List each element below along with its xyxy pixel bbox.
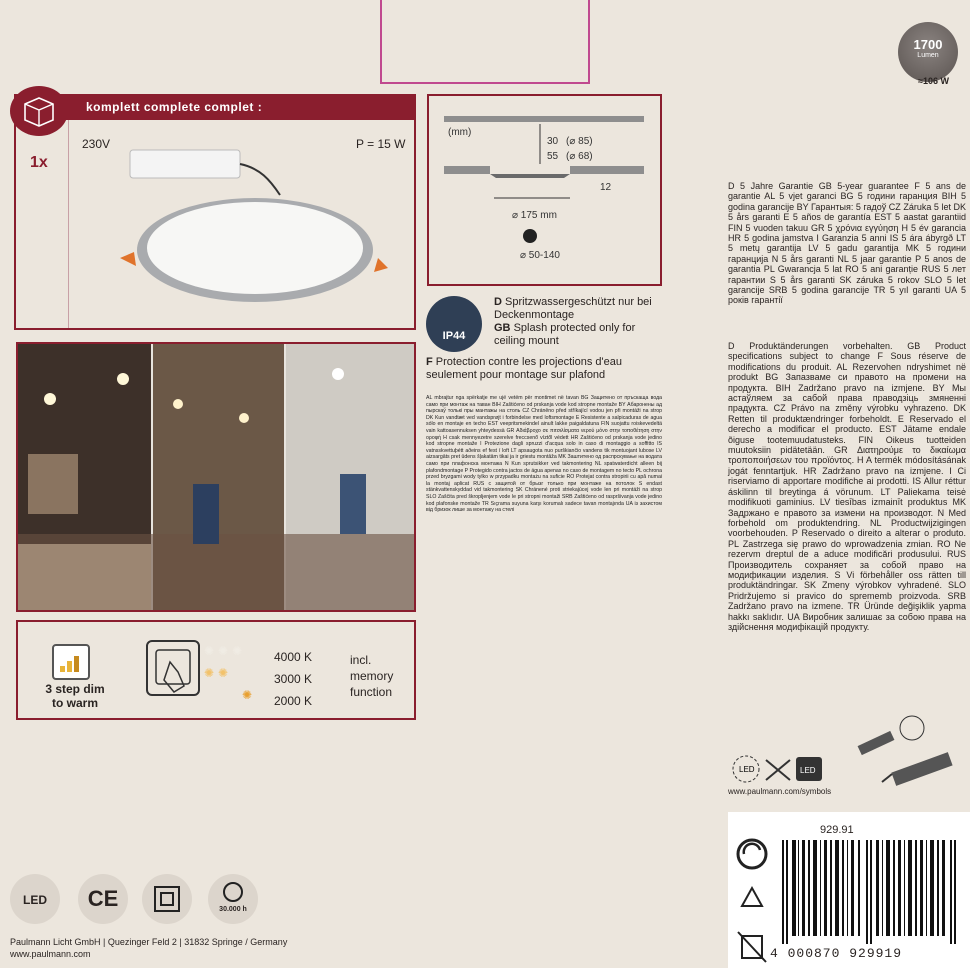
symbols-url: www.paulmann.com/symbols	[728, 787, 832, 796]
voltage: 230V	[82, 137, 111, 151]
sun-icon-2000: ✺	[242, 688, 253, 702]
product-illustration	[110, 140, 400, 320]
recycling-icons	[734, 836, 774, 964]
package-icon	[10, 86, 68, 136]
led-badge	[10, 874, 60, 924]
address-line1: Paulmann Licht GmbH | Quezinger Feld 2 | 31832 Springe / Germany	[10, 937, 288, 947]
barcode-digits: 4 000870 929919	[770, 946, 903, 961]
splash-text-fr	[426, 356, 662, 382]
barcode	[782, 840, 960, 944]
lumen-unit: Lumen	[917, 52, 939, 59]
ip-rating-badge	[426, 296, 482, 352]
lifetime-badge	[208, 874, 258, 924]
dim-height: 12	[600, 182, 612, 193]
splash-text	[494, 296, 654, 348]
installation-icons	[852, 712, 968, 798]
dim-cutout: ⌀ 50-140	[520, 250, 560, 261]
sun-icon-3000: ✺✺	[204, 666, 233, 680]
memory-function	[350, 652, 393, 700]
ip-text-f: Protection contre les projections d'eau seulement pour montage sur plafond	[426, 356, 622, 381]
ip-lang-gb: GB	[494, 322, 511, 334]
ip-multilang-text: AL mbrajtur nga spërkatje me ujë vetëm për montimet në tavan BG Защитено от пръскаща вода само при монтаж на таван BIH Zaštićeno od prskanja vode kod stropne montaže BY Абаронены ад пырскаў толькі пры мантажы на столь CZ Chráněno před stříkající vodou jen při montáži na strop DK Kun vandtæt ved vandsprøjt i forbindelse med loftsmontage E Resistente a salpicaduras de agua sólo en montaje en techo EST veepritsmekindel ainult lakke paigaldatuna FIN suojattu roiskevedeltä vain kattoasennuksen yhteydessä GR Αδιάβροχο σε πιτσιλίσματα νερού μόνο στην τοποθέτηση στην οροφή H csak mennyezetre szerelve freccsenő víztől védett HR Zaštićeno od prskanja vode jedino kod stropne montaže I Protezione dagli spruzzi d'acqua solo in caso di montaggio a soffitto IS vatnsskvettuþétt aðeins ef fest í loft LT apsaugota nuo purškiančio vandens tik montuojant lubose LV aizsargāts pret ūdens šļakatām tikai ja ir griestu montāža MK Заштитено од распрскување на водата само при плафонска монтажа N Kun sprutsikker ved takmontering NL spatwaterdicht alleen bij plafondmontage P Protegido contra jactos de água apenas no caso de montagem no tecto PL ochrona przed bryzgami wody tylko w przypadku montażu na suficie RO Protejat contra stropirii cu apă numai la montaj aplicat RUS с защитой от брызг только при монтаже на потолок S endast stänkvattenskyddad vid takmontering SK Chránené proti striekajúcej vode len pri montáži na strop SLO Zaščita pred škropljenjem vode le pri stropni montaži SRB Zaštićeno od raspršivanja vode jedino kod plafonske montaže TR Sıçrama suyuna karşı korumalı sadece tavan montajında UA із захистом від бризок лише за монтажу на стелі	[426, 395, 662, 514]
svg-text:LED: LED	[739, 765, 755, 774]
warranty-text: D 5 Jahre Garantie GB 5-year guarantee F 5 ans de garantie AL 5 vjet garanci BG 5 години гаранция BIH 5 godina garancije BY Гарантыя: 5 гадоў CZ Záruka 5 let DK 5 års garanti E 5 años de garantía EST 5 aastat garantiid FIN 5 vuoden takuu GR 5 χρόνια εγγύηση H 5 év garancia HR 5 godina jamstva I Garanzia 5 anni IS 5 ára ábyrgð LT 5 metų garantija LV 5 gadu garantija MK 5 години гаранција N 5 års garanti NL 5 jaar garantie P 5 anos de garantia PL Gwarancja 5 lat RO 5 ani garanție RUS 5 лет гарантии S 5 års garanti SK záruka 5 rokov SLO 5 let garancije SRB 5 godina garancije TR 5 yıl garanti UA 5 років гарантії	[728, 181, 966, 306]
class-ii-badge	[142, 874, 192, 924]
company-address	[10, 936, 287, 960]
dim-unit: (mm)	[448, 127, 472, 138]
disposal-symbols	[730, 752, 826, 786]
dim-diameter: ⌀ 175 mm	[512, 210, 557, 221]
complete-title: komplett complete complet :	[14, 94, 416, 120]
ip-text-d: Spritzwassergeschützt nur bei Deckenmontage	[494, 296, 652, 321]
power: P = 15 W	[356, 137, 406, 151]
sun-icons	[204, 644, 252, 702]
memory-line2: memory	[350, 669, 394, 683]
lumen-badge	[898, 22, 958, 82]
switch-hand-icon	[146, 640, 200, 696]
clock-icon	[223, 882, 243, 902]
memory-line1: incl.	[350, 653, 372, 667]
temp-4000: 4000 K	[274, 650, 313, 664]
sun-icon-4000: ✺✺✺	[204, 644, 247, 658]
address-line2: www.paulmann.com	[10, 949, 91, 959]
dim-hole2: (⌀ 68)	[566, 151, 593, 162]
dim-step-icon	[52, 644, 90, 680]
ce-label: CE	[87, 886, 119, 911]
color-temps	[274, 646, 312, 712]
dim-hole1: (⌀ 85)	[566, 136, 593, 147]
dim-label-line2: to warm	[51, 696, 98, 710]
product-changes-text: D Produktänderungen vorbehalten. GB Product specifications subject to change F Sous réserve de modifications du produit. AL Rezervohen ndryshimet në produkt BG Запазваме си правото на промени на продукта. BIH Zadržano pravo na izmjene. BY Мы астаўляем за сабой права праводзіць змяненні прадукта. CZ Právo na změny výrobku vyhrazeno. DK Retten til produktændringer forbeholdt. E Reservado el derecho a modificar el producto. EST Jätame endale õiguse tootemuudatusteks. FIN Oikeus tuotteiden muutoksiin pidätetään. GR Διατηρούμε το δικαίωμα τροποποιήσεων του προϊόντος. H A termék módosításának jogát fenntartjuk. HR Zadržano pravo na izmjene. I Ci riserviamo di apportare modifiche ai prodotti. IS Allur réttur áskilinn til breytinga á vörunum. LT Paliekama teisė modifikuoti gaminius. LV tiesības izmainīt produktus MK Задржано е правото за измени на производот. N Med forbehold om produktendring. NL Productwijzigingen voorbehouden. P Reservado o direito a alterar o produto. PL Zastrzega się prawo do wprowadzenia zmian. RO Ne rezervm dreptul de a aduce modificări produsului. RUS Производитель сохраняет за собой право на модификации изделия. S Vi förbehåller oss rätten till produktändringar. SK Zmeny výrobkov vyhradené. SLO Pridržujemo si pravico do sprememb proizvoda. SRB Zadržano pravo na izmene. TR Üründe değişiklik yapma hakkı saklıdır. UA Виробник залишає за собою права на здійснення модифікацій продукту.	[728, 341, 966, 632]
ce-badge	[78, 874, 128, 924]
dim-label	[30, 682, 120, 710]
lifetime-hours: 30.000 h	[219, 906, 247, 913]
room-photo	[16, 342, 416, 612]
ip-text-gb: Splash protected only for ceiling mount	[494, 322, 636, 347]
lumen-watts: ≈106 W	[918, 76, 949, 86]
ip-rating: IP44	[442, 330, 466, 342]
svg-text:LED: LED	[800, 766, 816, 775]
temp-2000: 2000 K	[274, 694, 313, 708]
quantity: 1x	[30, 154, 48, 171]
dim-depth1: 30	[547, 136, 559, 147]
dim-depth2: 55	[547, 151, 559, 162]
led-label: LED	[23, 893, 47, 907]
ip-lang-d: D	[494, 296, 502, 308]
temp-3000: 3000 K	[274, 672, 313, 686]
lumen-value: 1700	[913, 37, 943, 52]
complete-divider	[68, 120, 69, 328]
top-frame	[380, 0, 590, 84]
dim-label-line1: 3 step dim	[45, 682, 105, 696]
ip-lang-f: F	[426, 356, 433, 368]
memory-line3: function	[350, 685, 393, 699]
article-number: 929.91	[820, 824, 854, 836]
